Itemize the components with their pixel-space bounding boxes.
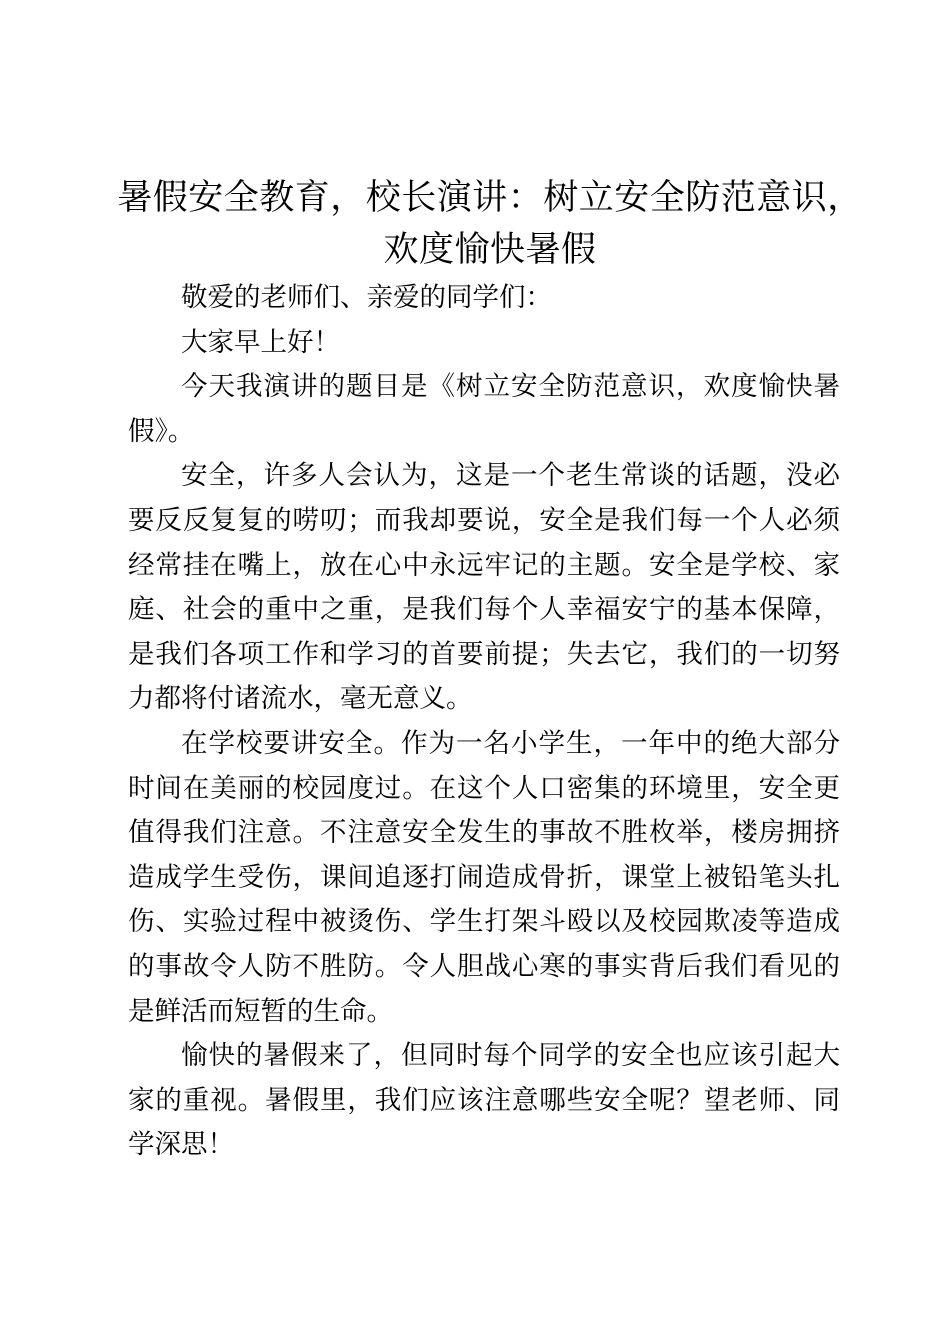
paragraph-salutation: 大家早上好！ [181,326,340,358]
paragraph-safety-importance: 安全，许多人会认为，这是一个老生常谈的话题，没必要反反复复的唠叨；而我却要说，安全是我们每一个人必须经常挂在嘴上，放在心中永远牢记的主题。安全是学校、家庭、社会的重中之重，是我们每个人幸福安宁的基本保障，是我们各项工作和学习的首要前提；失去它，我们的一切努力都将付诸流水，毫无意义。 [128,460,840,715]
paragraph-school-safety: 在学校要讲安全。作为一名小学生，一年中的绝大部分时间在美丽的校园度过。在这个人口密集的环境里，安全更值得我们注意。不注意安全发生的事故不胜枚举，楼房拥挤造成学生受伤，课间追逐打闹造成骨折，课堂上被铅笔头扎伤、实验过程中被烫伤、学生打架斗殴以及校园欺凌等造成的事故令人防不胜防。令人胆战心寒的事实背后我们看见的是鲜活而短暂的生命。 [128,727,840,1027]
document-body [128,276,840,1168]
paragraph-topic: 今天我演讲的题目是《树立安全防范意识，欢度愉快暑假》。 [128,371,840,447]
paragraph-summer-safety: 愉快的暑假来了，但同时每个同学的安全也应该引起大家的重视。暑假里，我们应该注意哪些安全呢？望老师、同学深思！ [128,1040,840,1161]
paragraph-greeting: 敬爱的老师们、亲爱的同学们： [181,282,552,313]
document-title: 暑假安全教育，校长演讲：树立安全防范意识，欢度愉快暑假 [117,178,863,270]
